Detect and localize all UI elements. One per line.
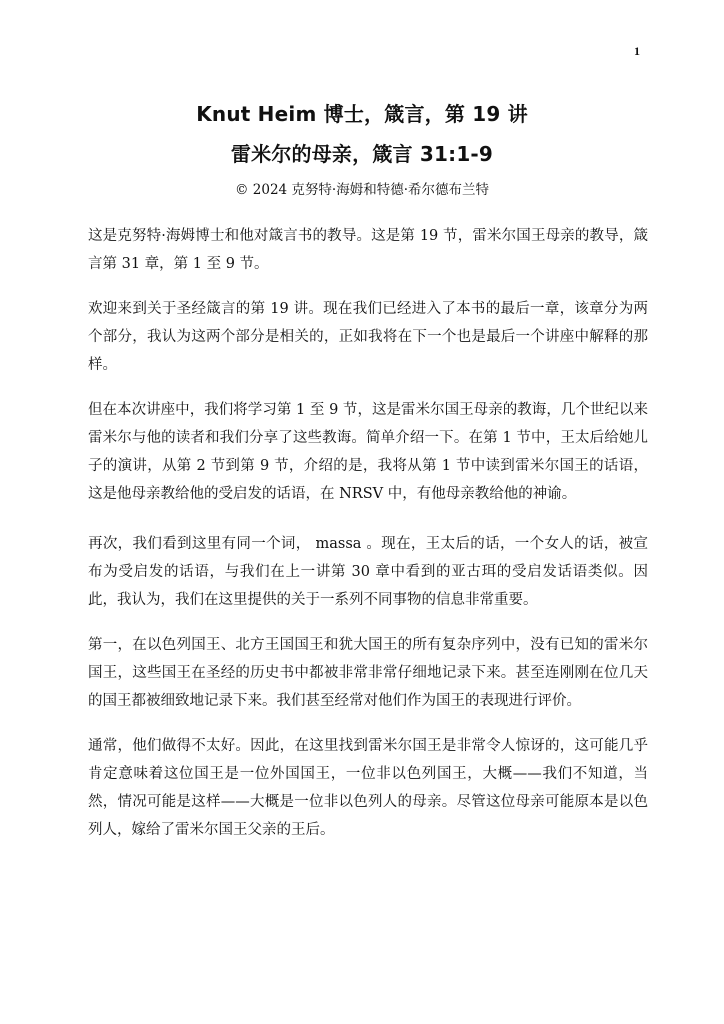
paragraph-massa: 再次，我们看到这里有同一个词， massa 。现在，王太后的话，一个女人的话，被宣布为受启发的话语，与我们在上一讲第 30 章中看到的亚古珥的受启发话语类似。因此，我认为，我们在这里提供的关于一系列不同事物的信息非常重要。 [88, 536, 648, 608]
document-subtitle: 雷米尔的母亲，箴言 31:1-9 [230, 142, 494, 166]
paragraph-verses: 但在本次讲座中，我们将学习第 1 至 9 节，这是雷米尔国王母亲的教诲，几个世纪以来雷米尔与他的读者和我们分享了这些教诲。简单介绍一下。在第 1 节中，王太后给她儿子的演讲，从第 2 节到第 9 节，介绍的是，我将从第 1 节中读到雷米尔国王的话语，这是他母亲教给他的受启发的话语，在 NRSV 中，有他母亲教给他的神谕。 [88, 402, 648, 502]
paragraph-welcome: 欢迎来到关于圣经箴言的第 19 讲。现在我们已经进入了本书的最后一章，该章分为两个部分，我认为这两个部分是相关的，正如我将在下一个也是最后一个讲座中解释的那样。 [88, 301, 648, 373]
page-number: 1 [634, 44, 640, 58]
document-title: Knut Heim 博士，箴言，第 19 讲 [196, 102, 528, 126]
copyright-line: © 2024 克努特·海姆和特德·希尔德布兰特 [234, 182, 490, 198]
paragraph-usually: 通常，他们做得不太好。因此，在这里找到雷米尔国王是非常令人惊讶的，这可能几乎肯定意味着这位国王是一位外国国王，一位非以色列国王，大概——我们不知道，当然，情况可能是这样——大概是一位非以色列人的母亲。尽管这位母亲可能原本是以色列人，嫁给了雷米尔国王父亲的王后。 [88, 738, 648, 838]
document-body [88, 222, 648, 861]
paragraph-intro: 这是克努特·海姆博士和他对箴言书的教导。这是第 19 节，雷米尔国王母亲的教导，箴言第 31 章，第 1 至 9 节。 [88, 228, 648, 272]
paragraph-first: 第一，在以色列国王、北方王国国王和犹大国王的所有复杂序列中，没有已知的雷米尔国王，这些国王在圣经的历史书中都被非常非常仔细地记录下来。甚至连刚刚在位几天的国王都被细致地记录下来。我们甚至经常对他们作为国王的表现进行评价。 [88, 637, 648, 709]
